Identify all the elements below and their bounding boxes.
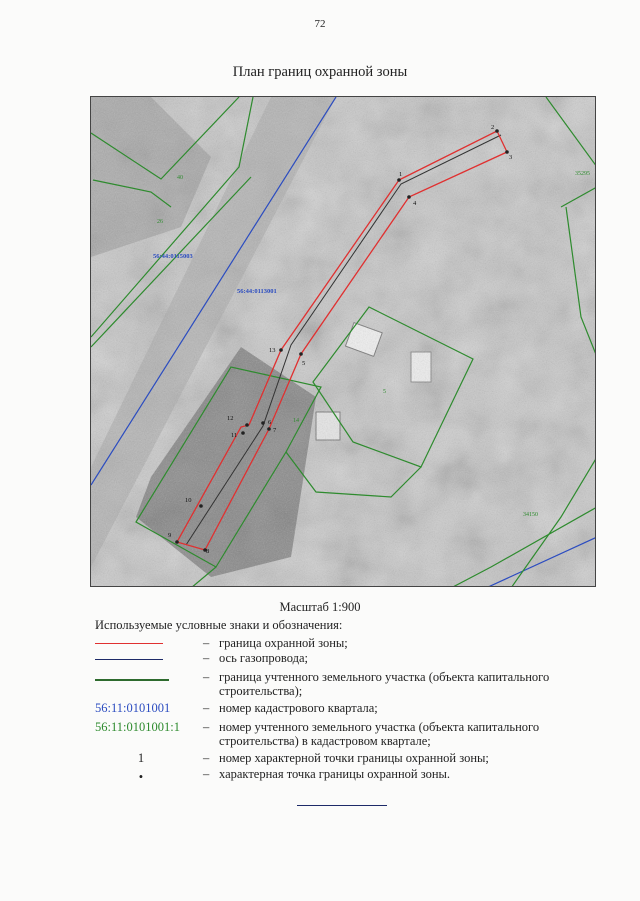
parcel-label-5: 5 [383,389,386,395]
page-title: План границ охранной зоны [232,64,408,80]
point-label-12: 12 [227,415,234,422]
parcel-label-14: 14 [293,418,299,424]
point-label-5: 5 [302,360,306,367]
point-label-2: 2 [491,124,495,131]
parcel-label-34150: 34150 [523,512,538,518]
point-label-4: 4 [413,200,417,207]
point-label-9: 9 [168,532,172,539]
point-label-6: 6 [268,419,272,426]
scale-text: Масштаб 1:900 [279,600,361,614]
point-label-1: 1 [399,171,403,178]
zone-line-symbol [95,643,190,644]
point-label-7: 7 [273,427,277,434]
page-number: 72 [314,18,326,30]
parcel-label-26: 26 [157,219,163,225]
boundary-map [90,96,596,587]
point-label-8: 8 [206,548,210,555]
axis-line-symbol [95,659,190,660]
parcel-label-40: 40 [177,175,183,181]
point-label-13: 13 [269,347,276,354]
bottom-rule [297,805,387,806]
parcel-label-35295: 35295 [575,171,590,177]
point-label-3: 3 [509,154,513,161]
point-label-11: 11 [231,432,238,439]
parcel-line-symbol [95,679,190,681]
legend-heading: Используемые условные знаки и обозначения: [95,618,343,632]
map-svg [91,97,596,587]
quarter-label-2: 56:44:0113001 [237,288,277,295]
point-label-10: 10 [185,497,192,504]
quarter-label: 56:44:0115003 [153,253,193,260]
